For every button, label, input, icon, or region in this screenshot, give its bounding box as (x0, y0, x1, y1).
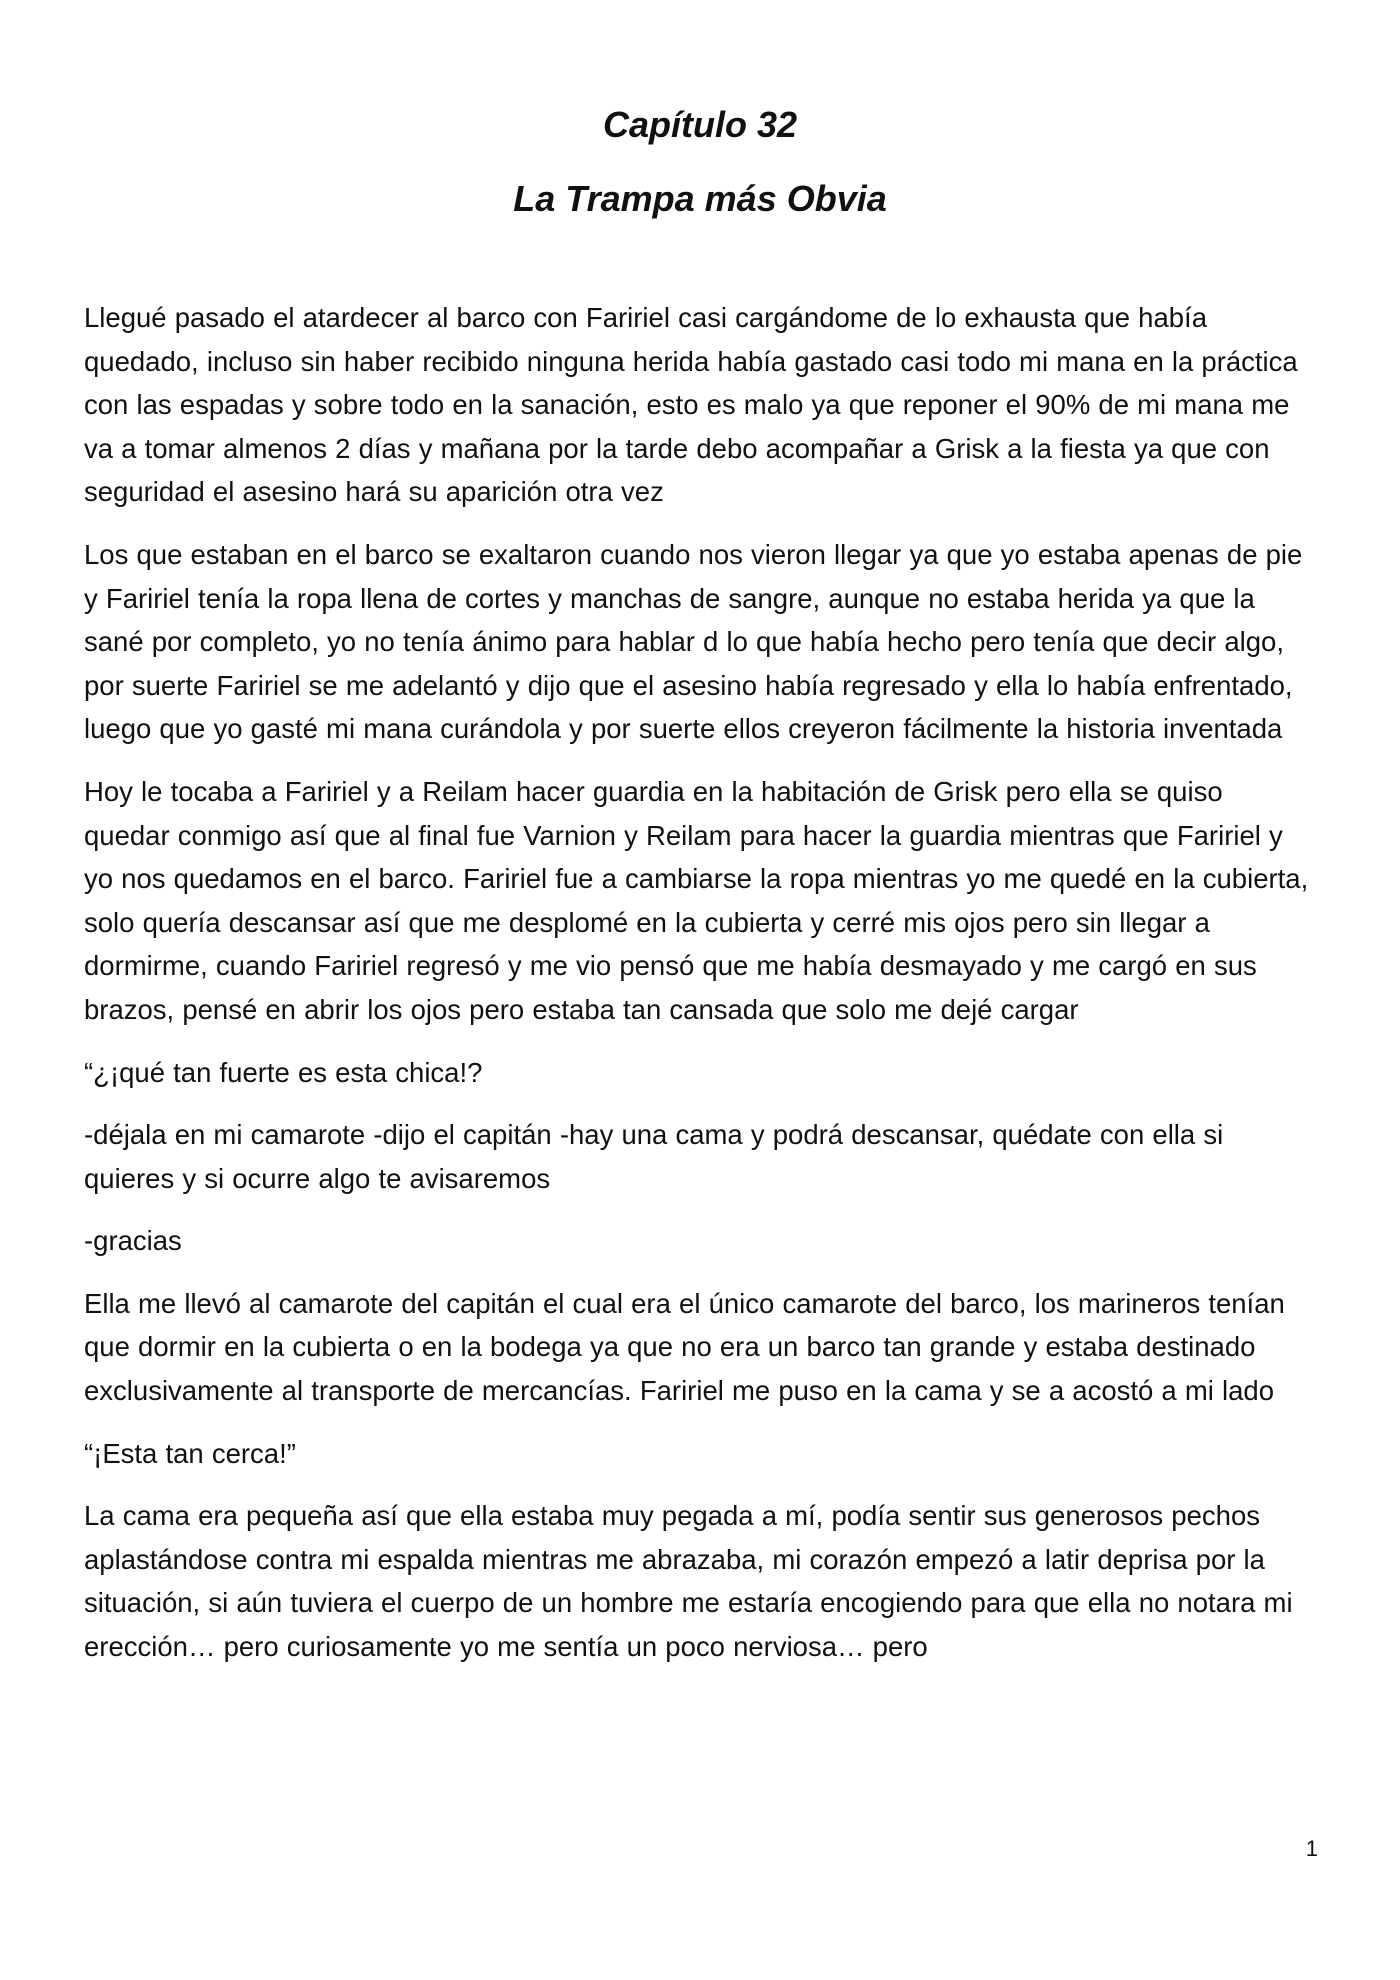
page-number: 1 (1305, 1836, 1318, 1861)
paragraph: “¿¡qué tan fuerte es esta chica!? (84, 1056, 483, 1088)
paragraph: Llegué pasado el atardecer al barco con Faririel casi cargándome de lo exhausta que había quedado, incluso sin haber recibido ninguna herida había gastado casi todo mi mana en la práctica con las espadas y sobre todo en la sanación, esto es malo ya que reponer el 90% de mi mana me va a tomar almenos 2 días y mañana por la tarde debo acompañar a Grisk a la fiesta ya que con seguridad el asesino hará su aparición otra vez (84, 302, 1298, 508)
paragraph: Hoy le tocaba a Faririel y a Reilam hacer guardia en la habitación de Grisk pero ella se quiso quedar conmigo así que al final fue Varnion y Reilam para hacer la guardia mientras que Faririel y yo nos quedamos en el barco. Faririel fue a cambiarse la ropa mientras yo me quedé en la cubierta, solo quería descansar así que me desplomé en la cubierta y cerré mis ojos pero sin llegar a dormirme, cuando Faririel regresó y me vio pensó que me había desmayado y me cargó en sus brazos, pensé en abrir los ojos pero estaba tan cansada que solo me dejé cargar (84, 775, 1309, 1025)
chapter-subtitle: La Trampa más Obvia (513, 178, 887, 219)
paragraph: Ella me llevó al camarote del capitán el cual era el único camarote del barco, los marineros tenían que dormir en la cubierta o en la bodega ya que no era un barco tan grande y estaba destinado exclusivamente al transporte de mercancías. Faririel me puso en la cama y se a acostó a mi lado (84, 1287, 1285, 1407)
paragraph: “¡Esta tan cerca!” (84, 1437, 296, 1469)
body-text (84, 296, 1316, 1688)
chapter-title: Capítulo 32 (602, 104, 798, 145)
chapter-heading (0, 88, 1400, 236)
paragraph: -déjala en mi camarote -dijo el capitán -hay una cama y podrá descansar, quédate con ella si quieres y si ocurre algo te avisaremos (84, 1119, 1224, 1194)
paragraph: -gracias (84, 1225, 182, 1257)
paragraph: La cama era pequeña así que ella estaba muy pegada a mí, podía sentir sus generosos pechos aplastándose contra mi espalda mientras me abrazaba, mi corazón empezó a latir deprisa por la situación, si aún tuviera el cuerpo de un hombre me estaría encogiendo para que ella no notara mi erección… pero curiosamente yo me sentía un poco nerviosa… pero (84, 1500, 1293, 1663)
paragraph: Los que estaban en el barco se exaltaron cuando nos vieron llegar ya que yo estaba apenas de pie y Faririel tenía la ropa llena de cortes y manchas de sangre, aunque no estaba herida ya que la sané por completo, yo no tenía ánimo para hablar d lo que había hecho pero tenía que decir algo, por suerte Faririel se me adelantó y dijo que el asesino había regresado y ella lo había enfrentado, luego que yo gasté mi mana curándola y por suerte ellos creyeron fácilmente la historia inventada (84, 538, 1303, 745)
